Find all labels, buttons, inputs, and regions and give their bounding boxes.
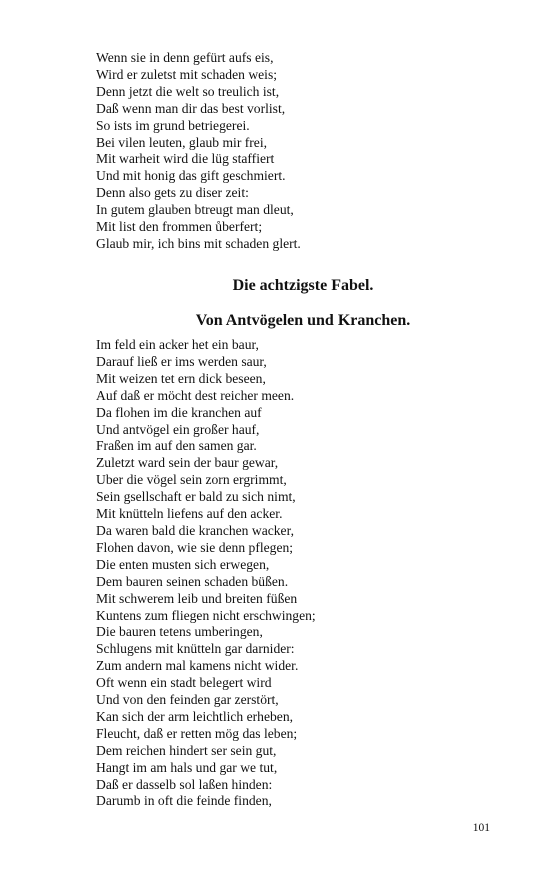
verse-line: Sein gsellschaft er bald zu sich nimt, bbox=[96, 489, 296, 505]
verse-line: Die enten musten sich erwegen, bbox=[96, 556, 270, 572]
verse-line: Mit list den frommen ůberfert; bbox=[96, 219, 263, 235]
verse-line: Mit warheit wird die lüg staffiert bbox=[96, 151, 275, 167]
verse-line: Denn jetzt die welt so treulich ist, bbox=[96, 83, 280, 99]
verse-line: Fraßen im auf den samen gar. bbox=[96, 438, 257, 454]
verse-line: Und antvögel ein großer hauf, bbox=[96, 421, 260, 437]
page-number: 101 bbox=[472, 822, 490, 834]
verse-line: Wird er zuletst mit schaden weis; bbox=[96, 66, 278, 82]
verse-line: Uber die vögel sein zorn ergrimmt, bbox=[96, 472, 287, 488]
verse-line: Dem bauren seinen schaden büßen. bbox=[96, 573, 289, 589]
verse-line: In gutem glauben btreugt man dleut, bbox=[96, 202, 294, 218]
verse-line: Auf daß er möcht dest reicher meen. bbox=[96, 387, 295, 403]
verse-line: Daß er dasselb sol laßen hinden: bbox=[96, 776, 273, 792]
verse-line: Flohen davon, wie sie denn pflegen; bbox=[96, 539, 294, 555]
verse-line: Da waren bald die kranchen wacker, bbox=[96, 522, 294, 538]
verse-line: Zuletzt ward sein der baur gewar, bbox=[96, 455, 279, 471]
fable-title: Die achtzigste Fabel. bbox=[232, 277, 374, 294]
verse-line: Denn also gets zu diser zeit: bbox=[96, 185, 249, 201]
verse-line: Bei vilen leuten, glaub mir frei, bbox=[96, 134, 268, 150]
verse-line: Glaub mir, ich bins mit schaden glert. bbox=[96, 235, 301, 251]
verse-line: Die bauren tetens umberingen, bbox=[96, 624, 263, 640]
verse-line: Mit weizen tet ern dick beseen, bbox=[96, 370, 266, 386]
intro-stanza bbox=[96, 50, 301, 253]
verse-line: Daß wenn man dir das best vorlist, bbox=[96, 100, 286, 116]
verse-line: Darumb in oft die feinde finden, bbox=[96, 793, 272, 809]
fable-subtitle: Von Antvögelen und Kranchen. bbox=[195, 312, 411, 329]
verse-line: So ists im grund betriegerei. bbox=[96, 117, 250, 133]
verse-line: Dem reichen hindert ser sein gut, bbox=[96, 742, 277, 758]
verse-line: Oft wenn ein stadt belegert wird bbox=[96, 675, 272, 691]
verse-line: Zum andern mal kamens nicht wider. bbox=[96, 658, 299, 674]
verse-line: Mit knütteln liefens auf den acker. bbox=[96, 506, 283, 522]
verse-line: Und mit honig das gift geschmiert. bbox=[96, 168, 286, 184]
verse-line: Wenn sie in denn gefürt aufs eis, bbox=[96, 50, 274, 65]
verse-line: Hangt im am hals und gar we tut, bbox=[96, 759, 278, 775]
verse-line: Mit schwerem leib und breiten füßen bbox=[96, 590, 298, 606]
verse-line: Kan sich der arm leichtlich erheben, bbox=[96, 708, 294, 724]
fable-verse bbox=[96, 337, 316, 810]
verse-line: Schlugens mit knütteln gar darnider: bbox=[96, 641, 295, 657]
verse-line: Und von den feinden gar zerstört, bbox=[96, 692, 279, 708]
verse-line: Kuntens zum fliegen nicht erschwingen; bbox=[96, 607, 316, 623]
verse-line: Darauf ließ er ims werden saur, bbox=[96, 353, 267, 369]
verse-line: Fleucht, daß er retten mög das leben; bbox=[96, 725, 298, 741]
verse-line: Im feld ein acker het ein baur, bbox=[96, 337, 259, 352]
verse-line: Da flohen im die kranchen auf bbox=[96, 404, 262, 420]
